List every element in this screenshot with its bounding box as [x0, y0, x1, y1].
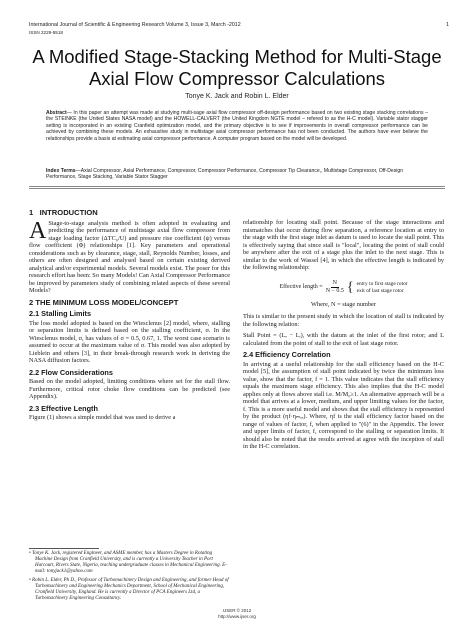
drop-cap: A	[29, 217, 47, 244]
index-terms	[46, 168, 428, 181]
subsection-stalling-limits: 2.1 Stalling Limits	[29, 309, 92, 318]
abstract-label: Abstract	[46, 110, 67, 116]
equation-brace-terms: entry to first stage rotor exit of last stage rotor	[356, 281, 408, 294]
right-column	[243, 219, 444, 452]
equation-lhs: Effective length =	[279, 283, 323, 290]
effective-length-equation	[243, 280, 444, 296]
equation-denominator: N − 0.5	[325, 288, 344, 294]
author-footnotes	[29, 551, 230, 605]
brace-icon: {	[346, 279, 354, 295]
subsection-flow-considerations: 2.2 Flow Considerations	[29, 367, 113, 377]
footnote-jack: • Tonye K. Jack, registered Engineer, and ASME member, has a Masters Degree in Rotating Machine Design from Cranfield University, and is currently a University Teacher in Port Harcourt, Rivers State, Nigeria, teaching undergraduate classes in Mechanical Engineering. E-mail: tonyjack1@yahoo.com	[29, 551, 227, 574]
index-terms-text: —Axial Compressor, Axial Performance, Compressor, Compressor Performance, Compressor Tip Clearance,, Multistage Compressor, Off-Design Performance, Stage Stacking, Variable Stator Stagger	[46, 168, 404, 181]
intro-paragraph: A Stage-to-stage analysis method is often adopted in evaluating and predicting the performance of multistage axial flow compressor from stage loading factor (ΔTC₀/U) and pressure rise coefficient (ψ) versus flow coefficient (Φ) relationships [1]. Key parameters and operational considerations such as by clearance, stage, stall, Reynolds Number, losses, and others are often designed and analysed based on certain existing derived analytical and/or experimental models. Several models exist. The poser for this research effort has been: So many Models! Can Axial Compressor Performance be improved by parameters study of combining related aspects of these several Models?	[29, 217, 230, 294]
separator-rule	[29, 186, 445, 187]
equation-numerator: N	[331, 280, 339, 289]
equation-where-clause: Where, N = stage number	[311, 300, 376, 308]
paragraph-stalling-limits: The loss model adopted is based on the Wiesclenus [2] model, where, stalling or separation limits is defined based on the stalling coefficient, σ. In the Wiesclenus model, σ, has values of σ = 0.5, 0.67, 1. The worst case scenario is assumed to occur at the maximum value of σ. This model was also adopted by Lieblein and others [3], in their break-through research work in deriving the NASA diffusion factors.	[29, 319, 230, 364]
paragraph-flow-considerations: Based on the model adopted, limiting conditions where set for the stall flow. Furthermore, critical rotor choke flow conditions can be predicted (see Appendix).	[29, 378, 230, 400]
section-heading-introduction: 1 INTRODUCTION	[29, 208, 98, 217]
paragraph-efficiency-correlation: In arriving at a useful relationship for the stall efficiency based on the H-C model [5], the assumption of stall point indicated by twice the minimum loss value, show that the factor, f = 1. This value indicates that the stall efficiency equals the maximum stage efficiency. This also implies that the H-C model applies only at flows above stall i.e. M/M₀≥1. An alternative approach will be a model that arrives at a lower, medium, and upper limiting values for the factor, f. This is a more useful model and shows that the stall efficiency is represented by the product (ηf·ηₘₐₓ). Where, ηf is the stall efficiency factor based on the range of values of factor, f, when applied to "(6)" in the Appendix. The lower and upper limits of factor, f, correspond to the stalling or separation limits. It should also be noted that the results arrived at agree with the inception of stall in the H-C correlation.	[243, 360, 444, 450]
authors: Tonye K. Jack and Robin L. Elder	[185, 93, 289, 100]
footnote-elder: • Robin L. Elder, Ph D., Professor of Turbomachinery Design and Engineering, and former Head of Turbomachinery and Engineering Mechanics Department, School of Mechanical Engineering, Cranfield University, England. He is currently a Director of PCA Engineers Ltd, a Turbomachinery Engineering Consultancy.	[29, 578, 229, 601]
section-heading-minimum-loss: 2 THE MINIMUM LOSS MODEL/CONCEPT	[29, 297, 179, 307]
paragraph-present-study: This is similar to the present study in which the location of stall is indicated by the following relation:	[243, 313, 444, 328]
left-column	[29, 205, 230, 423]
abstract-text: — In this paper an attempt was made at studying multi-sage axial flow compressor off-design performance based on two existing stage stacking correlations – the STEINKE (the United States NASA model) and the HOWELL-CALVERT (the United Kingdom NGTE model – refered to as the H-C model). Variable stator stagger setting is incorporated in an existing Cranfield optimization model, and the primary objective is to see if improvements in overall compressor performance can be achieved by combining these models. An exhaustive study in multistage axial compressor performance has not been conducted. The authors have ever believe the relationships provide a basis at estimating axial compressor performance. A computer program based on the model will be developed.	[46, 110, 428, 142]
page-footer	[0, 608, 474, 619]
stall-point-relation: Stall Point = (Lₑ − Lᵢ), with the datum at the inlet of the first rotor; and L calculated from the point of stall to the exit of last stage rotor.	[243, 332, 444, 347]
subsection-efficiency-correlation: 2.4 Efficiency Correlation	[243, 350, 331, 359]
paper-title: A Modified Stage-Stacking Method for Multi-Stage Axial Flow Compressor Calculations	[32, 46, 442, 89]
equation-fraction	[326, 280, 344, 296]
page-number: 1	[446, 22, 449, 28]
journal-name: International Journal of Scientific & Engineering Research Volume 3, Issue 3, March -2012	[29, 22, 241, 28]
paragraph-stall-point: relationship for locating stall point. Because of the stage interactions and mismatches that occur during flow separation, a reference location at entry to the stage with the first stage inlet as datum is used to locate the stall point. This is effectively saying that since stall is "local", locating the point of stall could be anywhere after the exit of a stage plus the inlet to the next stage. This is similar to the work of Wassel [4], in which the effective length is indicated by the following relationship:	[243, 219, 444, 271]
footnote-rule	[29, 548, 99, 549]
index-terms-label: Index Terms	[46, 168, 76, 174]
separator-rule	[29, 188, 445, 189]
running-header	[29, 22, 449, 35]
journal-url-link[interactable]: http://www.ijser.org	[218, 613, 256, 619]
issn: ISSN 2229-5518	[29, 30, 63, 35]
copyright: IJSER © 2012	[222, 608, 252, 613]
paragraph-effective-length: Figure (1) shows a simple model that was used to derive a	[29, 414, 176, 421]
subsection-effective-length: 2.3 Effective Length	[29, 403, 98, 413]
abstract	[46, 110, 428, 142]
